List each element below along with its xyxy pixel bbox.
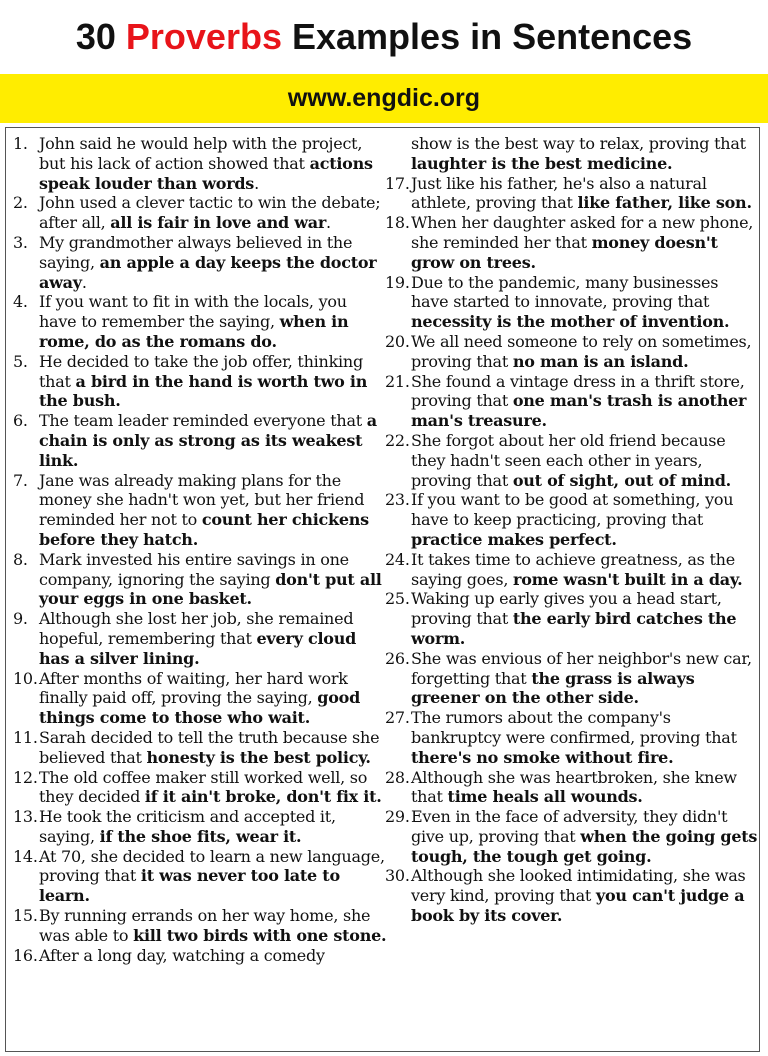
sentence-item: [13, 946, 387, 966]
sentence-number: 2.: [13, 193, 28, 213]
sentence-item: [385, 372, 759, 431]
sentence-context: The team leader reminded everyone that: [39, 411, 367, 431]
sentence-item: [13, 352, 387, 411]
sentence-list-left: [13, 134, 387, 965]
proverb-highlight: if it ain't broke, don't fix it.: [144, 787, 382, 807]
sentence-number: 5.: [13, 351, 28, 371]
sentence-number: 4.: [13, 292, 28, 312]
sentence-context: She found a vintage dress in a thrift store, proving that: [411, 371, 745, 411]
sentence-item: [385, 134, 759, 174]
sentence-item: [385, 589, 759, 648]
sentence-text: [39, 946, 387, 966]
sentence-context: When her daughter asked for a new phone, she reminded her that: [411, 213, 754, 252]
proverb-highlight: one man's trash is another man's treasure.: [411, 391, 747, 431]
proverb-highlight: rome wasn't built in a day.: [513, 569, 743, 589]
proverb-highlight: there's no smoke without fire.: [411, 747, 674, 767]
sentence-number: 6.: [13, 411, 28, 431]
sentence-item: [13, 807, 387, 847]
sentence-text: [39, 193, 387, 233]
sentence-number: 8.: [13, 549, 28, 569]
sentence-ending: .: [254, 173, 259, 193]
sentence-text: [39, 669, 387, 728]
sentence-text: [411, 431, 759, 490]
proverb-highlight: count her chickens before they hatch.: [39, 510, 369, 549]
proverb-highlight: when the going gets tough, the tough get going.: [411, 826, 758, 866]
sentence-number: 17.: [385, 173, 410, 193]
sentence-number: 27.: [385, 708, 410, 728]
sentence-text: [411, 134, 759, 174]
sentence-text: [411, 490, 759, 549]
sentence-context: If you want to be good at something, you have to keep practicing, proving that: [411, 490, 734, 530]
sentence-text: [411, 768, 759, 808]
proverb-highlight: money doesn't grow on trees.: [411, 232, 718, 272]
title-prefix: 30: [75, 16, 116, 57]
sentence-number: 21.: [385, 371, 410, 391]
website-banner: [0, 74, 768, 123]
proverb-highlight: actions speak louder than words: [39, 153, 373, 193]
sentence-item: [385, 431, 759, 490]
sentence-text: [39, 292, 387, 351]
sentence-number: 30.: [385, 866, 410, 886]
sentence-context: John used a clever tactic to win the debate; after all,: [39, 193, 381, 233]
sentence-context: Although she looked intimidating, she was very kind, proving that: [411, 866, 746, 906]
sentence-item: [13, 906, 387, 946]
sentence-number: 18.: [385, 213, 410, 233]
sentence-text: [411, 807, 759, 866]
sentence-context: After a long day, watching a comedy: [39, 945, 325, 965]
sentence-text: [39, 847, 387, 906]
sentence-number: 23.: [385, 490, 410, 510]
sentence-text: [39, 411, 387, 470]
proverb-highlight: like father, like son.: [577, 193, 752, 213]
sentence-item: [13, 550, 387, 609]
proverb-highlight: necessity is the mother of invention.: [411, 312, 730, 332]
proverb-highlight: honesty is the best policy.: [146, 747, 371, 767]
sentence-text: [411, 273, 759, 332]
sentence-number: 28.: [385, 767, 410, 787]
sentence-item: [385, 273, 759, 332]
sentence-item: [13, 411, 387, 470]
sentence-item: [385, 807, 759, 866]
sentence-context: Even in the face of adversity, they didn't give up, proving that: [411, 807, 728, 846]
sentence-number: 25.: [385, 589, 410, 609]
sentence-context: Although she was heartbroken, she knew that: [411, 767, 737, 807]
sentence-number: 15.: [13, 906, 38, 926]
sentence-text: [39, 906, 387, 946]
sentence-number: [385, 134, 411, 174]
sentence-item: [13, 728, 387, 768]
sentence-item: [13, 669, 387, 728]
sentence-item: [13, 193, 387, 233]
sentence-item: [385, 708, 759, 767]
sentence-item: [13, 609, 387, 668]
sentence-text: [39, 807, 387, 847]
sentence-text: [39, 550, 387, 609]
sentence-text: [411, 174, 759, 214]
website-url: www.engdic.org: [287, 84, 481, 112]
title-suffix: Examples in Sentences: [291, 16, 693, 57]
sentence-item: [13, 233, 387, 292]
sentence-number: 19.: [385, 272, 410, 292]
proverb-highlight: an apple a day keeps the doctor away: [39, 252, 377, 292]
sentence-context: Just like his father, he's also a natural athlete, proving that: [411, 173, 707, 213]
sentence-context: At 70, she decided to learn a new language, proving that: [39, 846, 385, 886]
sentence-item: [385, 213, 759, 272]
sentence-text: [411, 589, 759, 648]
sentence-number: 20.: [385, 331, 410, 351]
sentence-number: 12.: [13, 767, 38, 787]
proverb-highlight: it was never too late to learn.: [39, 866, 340, 906]
proverb-highlight: the early bird catches the worm.: [411, 609, 737, 648]
sentence-item: [13, 768, 387, 808]
sentence-text: [39, 728, 387, 768]
sentence-context: It takes time to achieve greatness, as the saying goes,: [411, 549, 735, 589]
sentence-text: [411, 649, 759, 708]
sentence-context: John said he would help with the project, but his lack of action showed that: [39, 134, 363, 173]
proverb-highlight: laughter is the best medicine.: [411, 153, 673, 173]
sentence-context: He took the criticism and accepted it, saying,: [39, 807, 336, 846]
sentence-text: [39, 768, 387, 808]
sentence-context: My grandmother always believed in the saying,: [39, 232, 353, 272]
sentence-number: 1.: [13, 134, 28, 153]
sentence-item: [385, 768, 759, 808]
sentence-text: [39, 609, 387, 668]
sentence-number: 10.: [13, 668, 38, 688]
sentence-context: show is the best way to relax, proving that: [411, 134, 746, 153]
sentence-number: 16.: [13, 945, 38, 965]
sentence-context: He decided to take the job offer, thinking that: [39, 351, 363, 391]
sentence-number: 13.: [13, 807, 38, 827]
sentence-item: [13, 134, 387, 193]
sentence-ending: .: [81, 272, 87, 292]
sentence-text: [411, 866, 759, 925]
sentence-item: [13, 471, 387, 550]
sentence-number: 3.: [13, 232, 28, 252]
sentence-text: [411, 213, 759, 272]
proverb-highlight: you can't judge a book by its cover.: [411, 886, 745, 926]
sentence-context: The old coffee maker still worked well, so they decided: [39, 767, 368, 807]
sentence-number: 22.: [385, 430, 410, 450]
sentence-ending: .: [326, 213, 331, 233]
title-accent: Proverbs: [125, 16, 282, 57]
sentence-text: [411, 372, 759, 431]
page-title: [0, 0, 768, 74]
sentence-item: [385, 332, 759, 372]
sentence-item: [385, 550, 759, 590]
sentence-context: Jane was already making plans for the money she hadn't won yet, but her friend reminded her not to: [39, 470, 365, 530]
proverb-highlight: if the shoe fits, wear it.: [99, 826, 302, 846]
sentence-text: [39, 233, 387, 292]
proverb-highlight: practice makes perfect.: [411, 529, 617, 549]
sentence-text: [39, 471, 387, 550]
proverb-highlight: kill two birds with one stone.: [133, 925, 387, 945]
sentence-number: 14.: [13, 846, 38, 866]
sentence-number: 7.: [13, 470, 28, 490]
sentence-text: [39, 134, 387, 193]
sentence-context: Mark invested his entire savings in one company, ignoring the saying: [39, 549, 349, 589]
sentence-text: [411, 550, 759, 590]
sentence-context: Sarah decided to tell the truth because she believed that: [39, 727, 380, 767]
sentence-number: 24.: [385, 549, 410, 569]
proverb-highlight: don't put all your eggs in one basket.: [39, 569, 382, 609]
sentence-number: 29.: [385, 807, 410, 827]
sentence-item: [385, 649, 759, 708]
sentence-item: [13, 847, 387, 906]
proverb-highlight: out of sight, out of mind.: [512, 470, 731, 490]
sentence-list-right: [385, 134, 759, 926]
sentence-item: [13, 292, 387, 351]
proverb-highlight: a bird in the hand is worth two in the bush.: [39, 371, 368, 411]
sentence-context: She was envious of her neighbor's new car, forgetting that: [411, 648, 752, 688]
proverb-highlight: all is fair in love and war: [110, 213, 327, 233]
sentence-context: Waking up early gives you a head start, proving that: [411, 589, 722, 629]
sentence-number: 26.: [385, 648, 410, 668]
proverb-highlight: a chain is only as strong as its weakest link.: [39, 411, 377, 470]
sentence-text: [411, 708, 759, 767]
sentence-context: If you want to fit in with the locals, you have to remember the saying,: [39, 292, 347, 332]
sentence-item: [385, 866, 759, 925]
sentence-context: By running errands on her way home, she was able to: [39, 906, 371, 945]
sentence-context: After months of waiting, her hard work finally paid off, proving the saying,: [39, 668, 348, 708]
sentence-number: 11.: [13, 727, 38, 747]
sentence-context: Although she lost her job, she remained hopeful, remembering that: [39, 609, 354, 648]
sentence-context: Due to the pandemic, many businesses have started to innovate, proving that: [411, 272, 719, 312]
sentence-item: [385, 490, 759, 549]
sentence-number: 9.: [13, 609, 28, 629]
proverb-highlight: the grass is always greener on the other side.: [411, 668, 695, 708]
proverb-highlight: when in rome, do as the romans do.: [39, 312, 349, 351]
sentence-context: She forgot about her old friend because they hadn't seen each other in years, proving that: [411, 430, 726, 490]
sentence-context: The rumors about the company's bankruptcy were confirmed, proving that: [411, 708, 737, 747]
sentence-text: [411, 332, 759, 372]
sentence-text: [39, 352, 387, 411]
proverb-highlight: no man is an island.: [512, 351, 689, 371]
sentence-item: [385, 174, 759, 214]
sentence-context: We all need someone to rely on sometimes, proving that: [411, 331, 752, 371]
proverb-highlight: good things come to those who wait.: [39, 688, 360, 728]
proverb-highlight: time heals all wounds.: [447, 787, 643, 807]
proverb-highlight: every cloud has a silver lining.: [39, 628, 357, 668]
